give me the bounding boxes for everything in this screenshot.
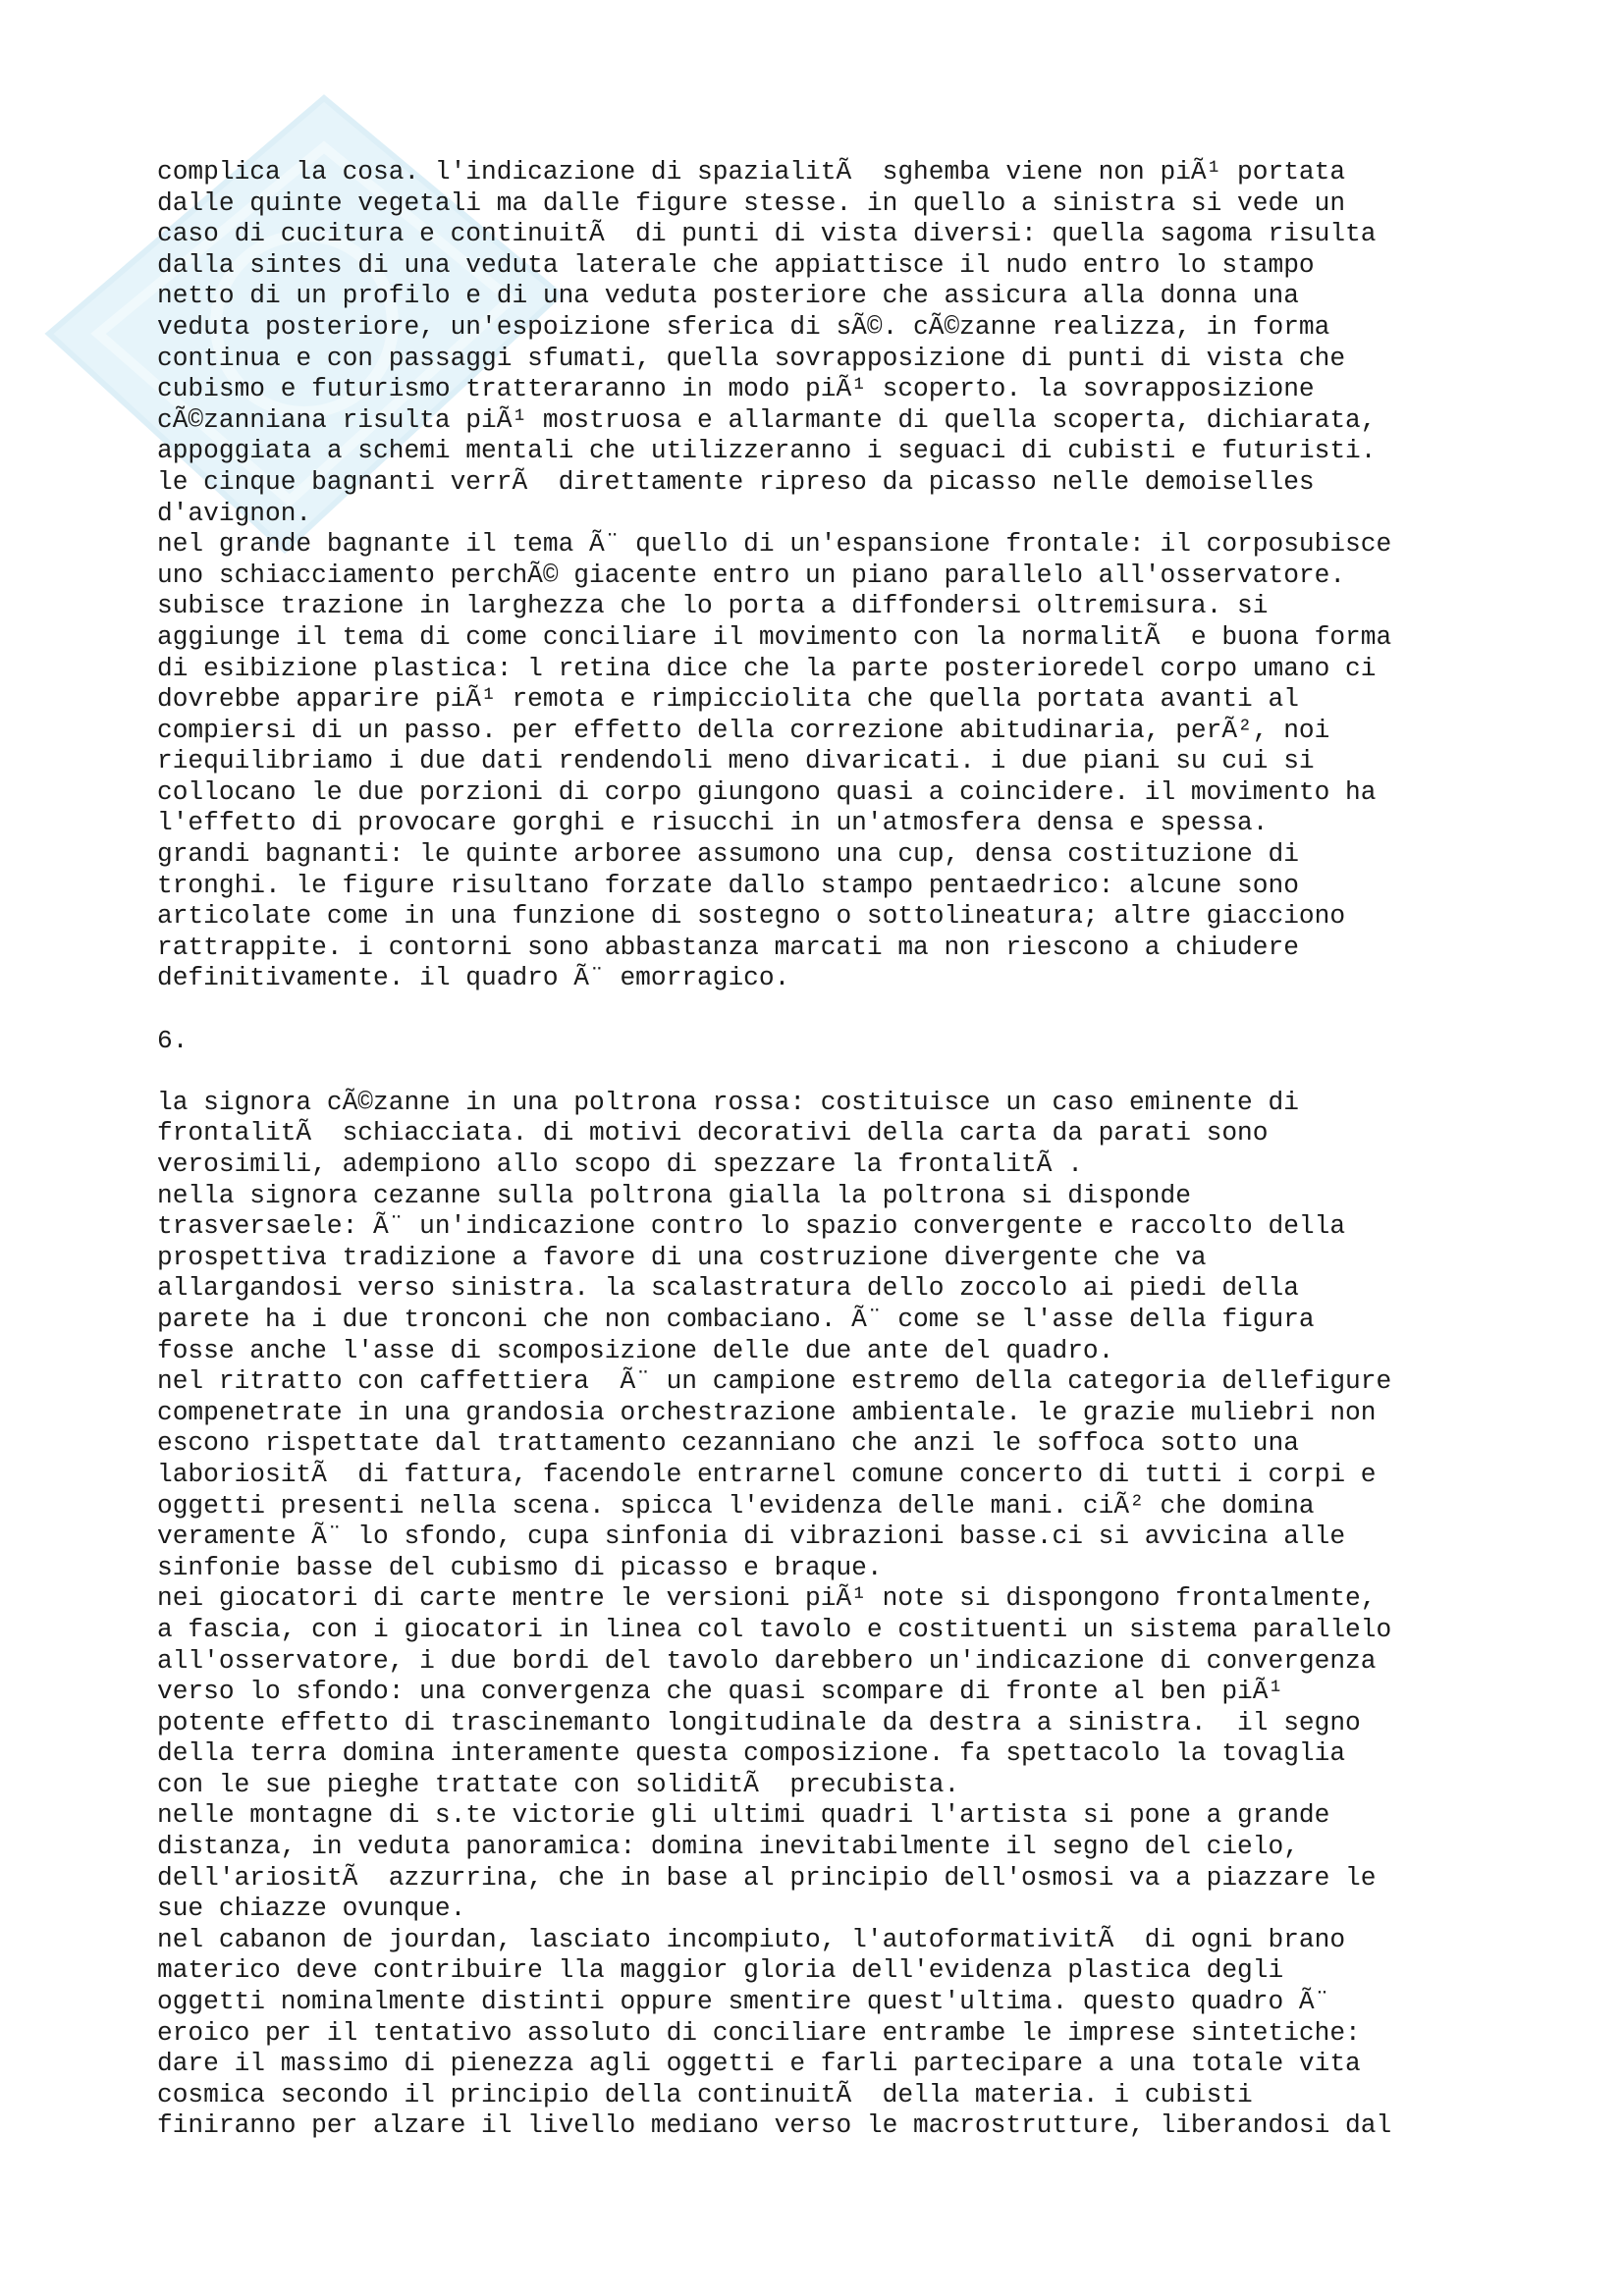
text-line: cÃ©zanniana risulta piÃ¹ mostruosa e allarmante di quella scoperta, dichiarata,: [157, 404, 1377, 435]
text-line: tronghi. le figure risultano forzate dallo stampo pentaedrico: alcune sono: [157, 870, 1299, 900]
text-line: distanza, in veduta panoramica: domina inevitabilmente il segno del cielo,: [157, 1832, 1299, 1862]
text-line: rattrappite. i contorni sono abbastanza marcati ma non riescono a chiudere: [157, 932, 1299, 962]
text-line: all'osservatore, i due bordi del tavolo darebbero un'indicazione di convergenza: [157, 1645, 1377, 1676]
text-line: articolate come in una funzione di sostegno o sottolineatura; altre giacciono: [157, 901, 1346, 932]
text-line: veduta posteriore, un'espoizione sferica di sÃ©. cÃ©zanne realizza, in forma: [157, 311, 1330, 342]
text-line: 6.: [157, 1025, 189, 1055]
text-line: fosse anche l'asse di scomposizione delle due ante del quadro.: [157, 1335, 1114, 1365]
text-line: finiranno per alzare il livello mediano verso le macrostrutture, liberandosi dal: [157, 2110, 1392, 2141]
text-line: trasversaele: Ã¨ un'indicazione contro lo spazio convergente e raccolto della: [157, 1211, 1346, 1242]
text-line: nel cabanon de jourdan, lasciato incompiuto, l'autoformativitÃ di ogni brano: [157, 1924, 1346, 1954]
text-line: nelle montagne di s.te victorie gli ultimi quadri l'artista si pone a grande: [157, 1800, 1330, 1831]
text-line: dell'ariositÃ azzurrina, che in base al principio dell'osmosi va a piazzare le: [157, 1862, 1377, 1893]
text-line: caso di cucitura e continuitÃ di punti di vista diversi: quella sagoma risulta: [157, 219, 1377, 249]
text-line: l'effetto di provocare gorghi e risucchi in un'atmosfera densa e spessa.: [157, 808, 1269, 838]
text-line: prospettiva tradizione a favore di una costruzione divergente che va: [157, 1242, 1207, 1272]
text-line: definitivamente. il quadro Ã¨ emorragico.: [157, 963, 790, 993]
text-line: le cinque bagnanti verrÃ direttamente ripreso da picasso nelle demoiselles: [157, 466, 1315, 497]
text-line: aggiunge il tema di come conciliare il movimento con la normalitÃ e buona forma: [157, 621, 1392, 652]
text-line: frontalitÃ schiacciata. di motivi decorativi della carta da parati sono: [157, 1118, 1269, 1148]
text-line: uno schiacciamento perchÃ© giacente entro un piano parallelo all'osservatore.: [157, 560, 1346, 590]
text-line: oggetti presenti nella scena. spicca l'evidenza delle mani. ciÃ² che domina: [157, 1490, 1315, 1521]
text-line: compiersi di un passo. per effetto della correzione abitudinaria, perÃ², noi: [157, 715, 1330, 745]
text-line: nei giocatori di carte mentre le versioni piÃ¹ note si dispongono frontalmente,: [157, 1583, 1377, 1614]
text-line: grandi bagnanti: le quinte arboree assumono una cup, densa costituzione di: [157, 839, 1299, 870]
text-line: nel ritratto con caffettiera Ã¨ un campione estremo della categoria dellefigure: [157, 1366, 1392, 1397]
text-line: verso lo sfondo: una convergenza che quasi scompare di fronte al ben piÃ¹: [157, 1677, 1284, 1707]
text-line: a fascia, con i giocatori in linea col tavolo e costituenti un sistema parallelo: [157, 1614, 1392, 1644]
text-line: sinfonie basse del cubismo di picasso e braque.: [157, 1552, 883, 1582]
text-line: eroico per il tentativo assoluto di conciliare entrambe le imprese sintetiche:: [157, 2017, 1361, 2048]
text-line: dovrebbe apparire piÃ¹ remota e rimpicciolita che quella portata avanti al: [157, 684, 1299, 715]
document-body: [157, 157, 1532, 2142]
text-line: di esibizione plastica: l retina dice che la parte posterioredel corpo umano ci: [157, 653, 1377, 683]
text-line: potente effetto di trascinemanto longitudinale da destra a sinistra. il segno: [157, 1707, 1361, 1737]
text-line: nella signora cezanne sulla poltrona gialla la poltrona si disponde: [157, 1180, 1191, 1210]
text-line: con le sue pieghe trattate con soliditÃ precubista.: [157, 1769, 960, 1799]
text-line: [157, 994, 1532, 1026]
text-line: materico deve contribuire lla maggior gloria dell'evidenza plastica degli: [157, 1955, 1284, 1986]
text-line: oggetti nominalmente distinti oppure smentire quest'ultima. questo quadro Ã¨: [157, 1987, 1330, 2017]
text-line: subisce trazione in larghezza che lo porta a diffondersi oltremisura. si: [157, 591, 1269, 621]
text-line: escono rispettate dal trattamento cezanniano che anzi le soffoca sotto una: [157, 1428, 1299, 1459]
text-line: verosimili, adempiono allo scopo di spezzare la frontalitÃ .: [157, 1149, 1083, 1179]
text-line: collocano le due porzioni di corpo giungono quasi a coincidere. il movimento ha: [157, 776, 1377, 807]
text-line: dalla sintes di una veduta laterale che appiattisce il nudo entro lo stampo: [157, 249, 1315, 280]
text-line: [157, 1056, 1532, 1088]
text-line: la signora cÃ©zanne in una poltrona rossa: costituisce un caso eminente di: [157, 1087, 1299, 1117]
text-line: riequilibriamo i due dati rendendoli meno divaricati. i due piani su cui si: [157, 746, 1315, 776]
text-line: netto di un profilo e di una veduta posteriore che assicura alla donna una: [157, 281, 1299, 311]
text-line: dare il massimo di pienezza agli oggetti e farli partecipare a una totale vita: [157, 2049, 1361, 2079]
text-line: d'avignon.: [157, 498, 312, 528]
text-line: nel grande bagnante il tema Ã¨ quello di un'espansione frontale: il corposubisce: [157, 529, 1392, 560]
text-line: cosmica secondo il principio della continuitÃ della materia. i cubisti: [157, 2079, 1253, 2109]
text-line: complica la cosa. l'indicazione di spazialitÃ sghemba viene non piÃ¹ portata: [157, 157, 1346, 187]
text-line: compenetrate in una grandosia orchestrazione ambientale. le grazie muliebri non: [157, 1397, 1377, 1427]
text-line: cubismo e futurismo tratteraranno in modo piÃ¹ scoperto. la sovrapposizione: [157, 374, 1315, 404]
text-line: parete ha i due tronconi che non combaciano. Ã¨ come se l'asse della figura: [157, 1304, 1315, 1334]
text-line: allargandosi verso sinistra. la scalastratura dello zoccolo ai piedi della: [157, 1273, 1299, 1304]
text-line: sue chiazze ovunque.: [157, 1894, 466, 1924]
text-line: dalle quinte vegetali ma dalle figure stesse. in quello a sinistra si vede un: [157, 187, 1346, 218]
text-line: appoggiata a schemi mentali che utilizzeranno i seguaci di cubisti e futuristi.: [157, 436, 1377, 466]
text-line: laboriositÃ di fattura, facendole entrarnel comune concerto di tutti i corpi e: [157, 1459, 1377, 1489]
text-line: della terra domina interamente questa composizione. fa spettacolo la tovaglia: [157, 1738, 1346, 1769]
text-line: continua e con passaggi sfumati, quella sovrapposizione di punti di vista che: [157, 343, 1346, 373]
text-line: veramente Ã¨ lo sfondo, cupa sinfonia di vibrazioni basse.ci si avvicina alle: [157, 1522, 1346, 1552]
